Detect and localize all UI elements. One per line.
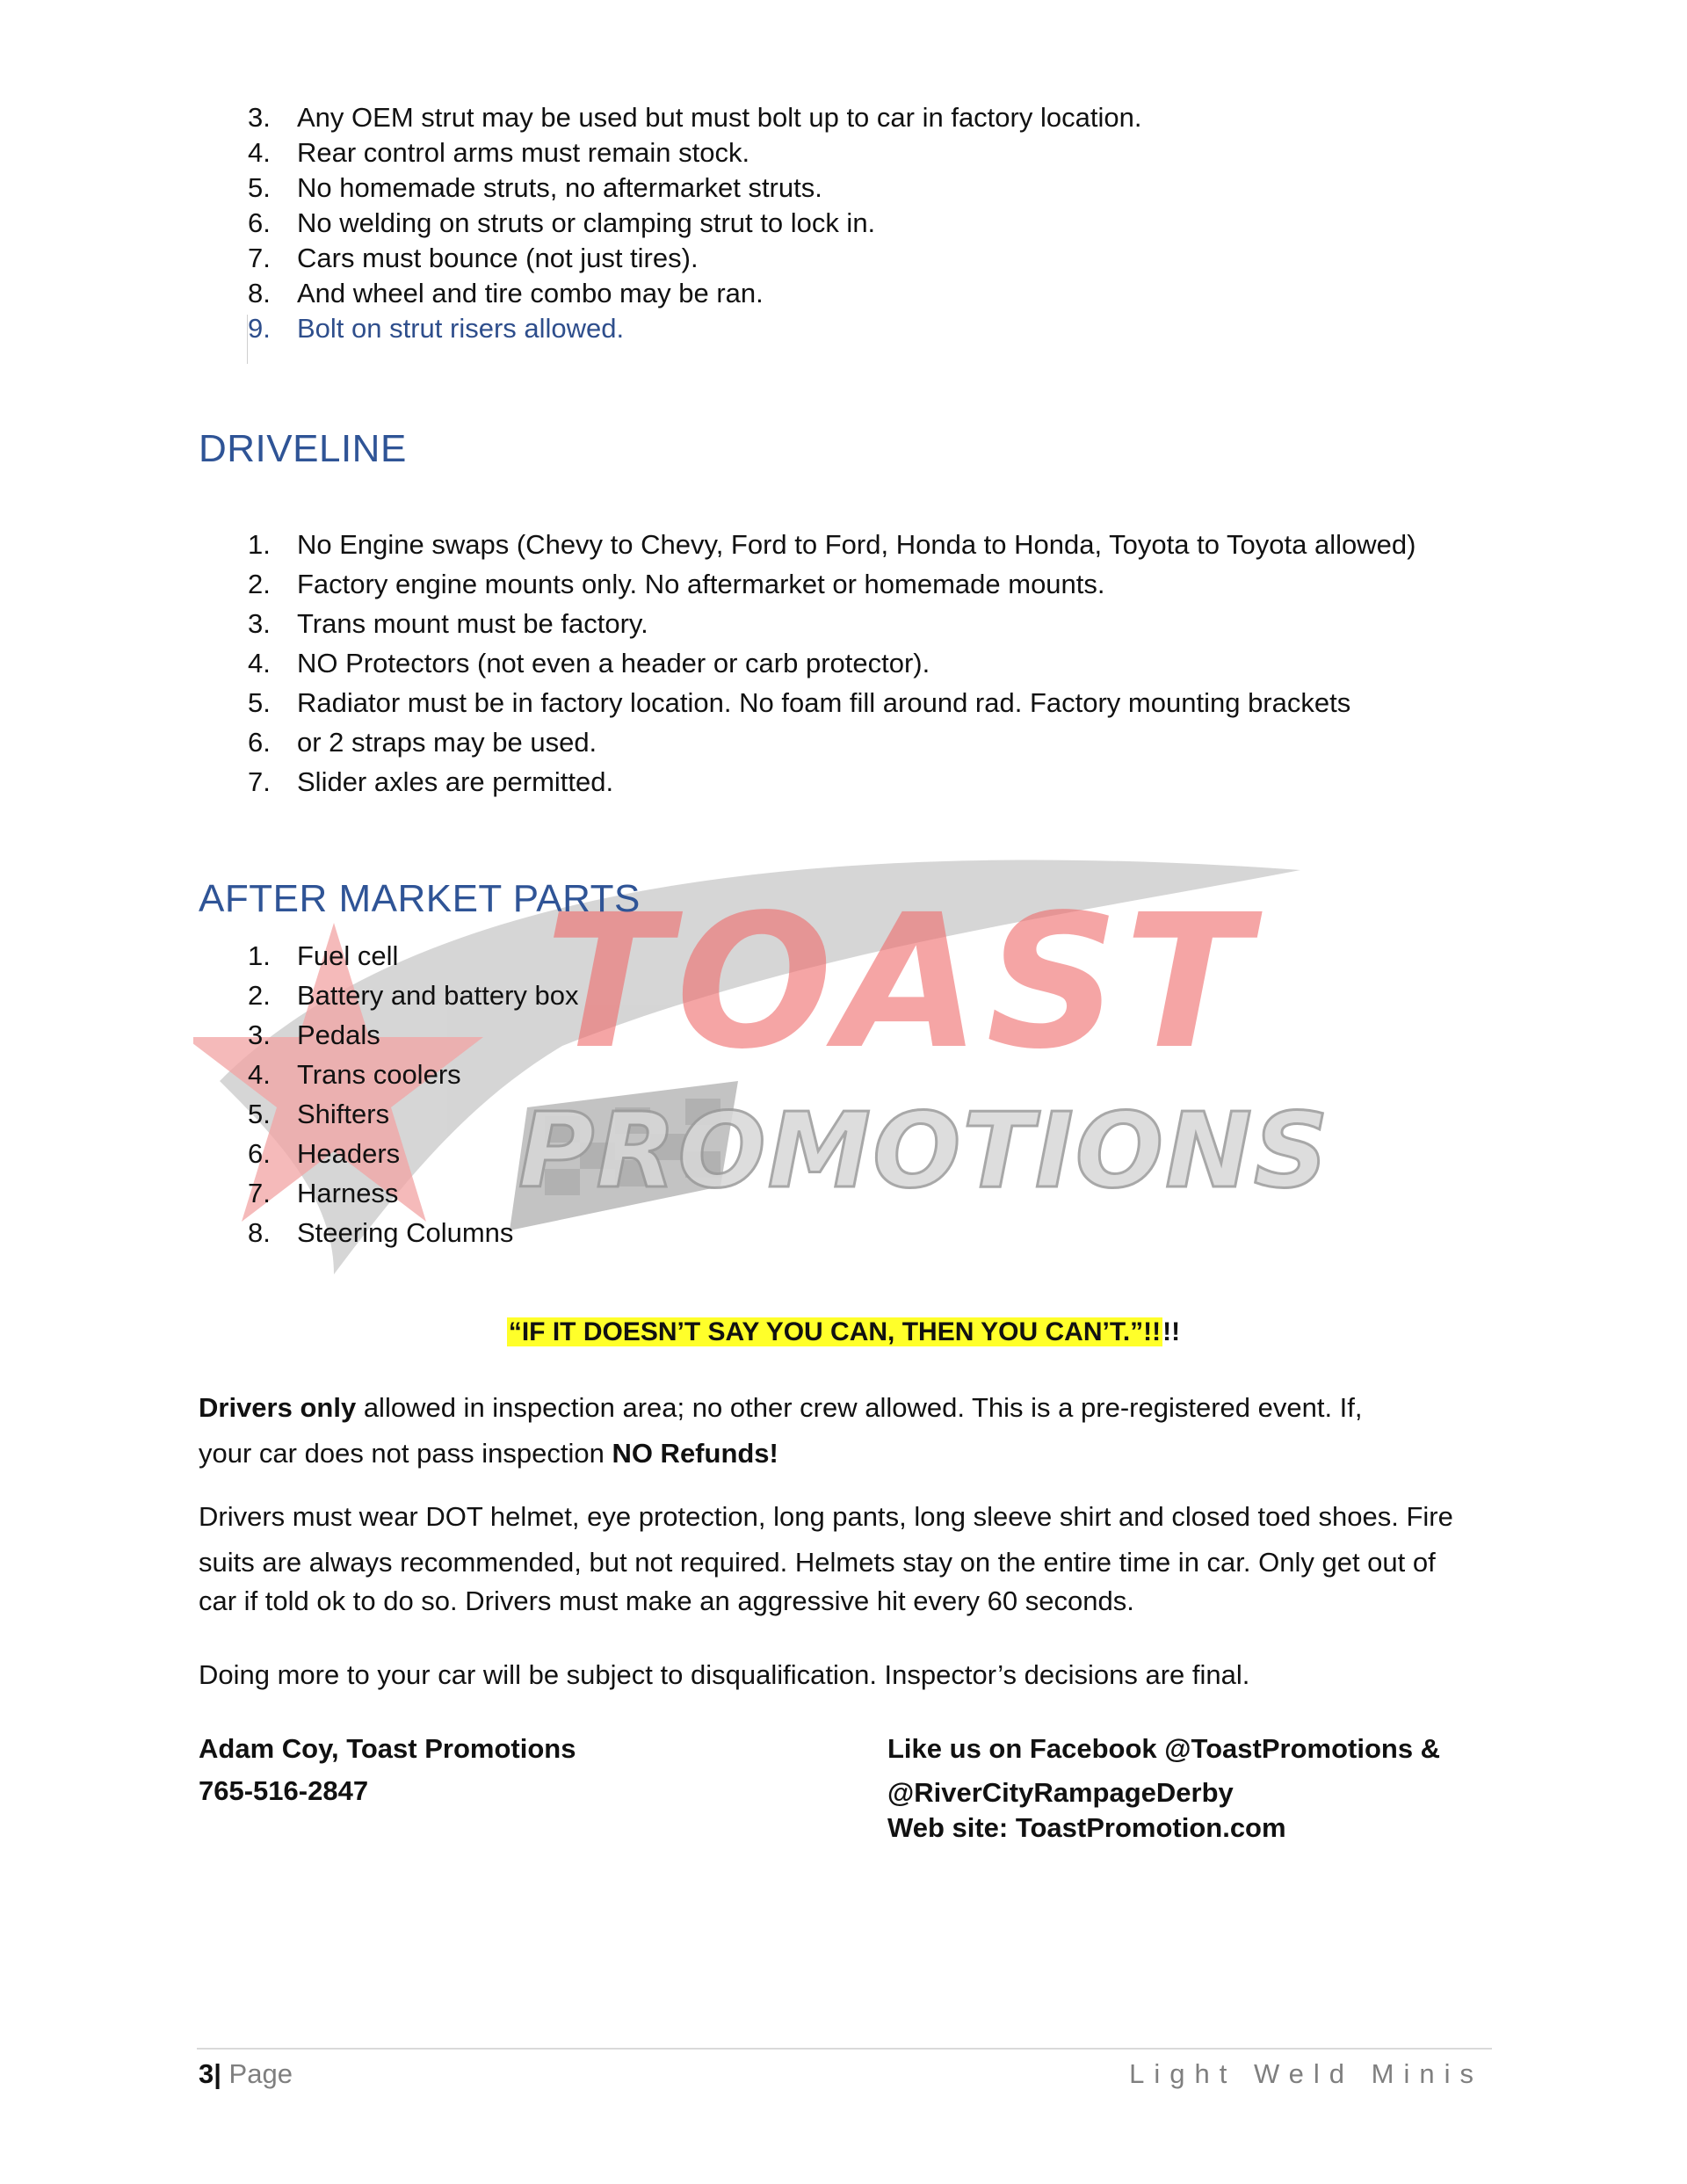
refund-paragraph bbox=[199, 1434, 1490, 1473]
drivers-only-bold: Drivers only bbox=[199, 1392, 357, 1423]
list-item: 4. NO Protectors (not even a header or carb protector). bbox=[248, 648, 930, 678]
list-item: 4. Trans coolers bbox=[248, 1059, 461, 1090]
paragraph-text: allowed in inspection area; no other crew allowed. This is a pre-registered event. If, bbox=[356, 1392, 1363, 1423]
facebook-handle-link[interactable]: @RiverCityRampageDerby bbox=[887, 1777, 1234, 1808]
list-item: 4. Rear control arms must remain stock. bbox=[248, 137, 750, 168]
list-item: 2. Battery and battery box bbox=[248, 980, 579, 1011]
list-item: 6. No welding on struts or clamping strut to lock in. bbox=[248, 207, 876, 238]
section-heading-driveline: DRIVELINE bbox=[199, 427, 407, 470]
footer-doc-title: Light Weld Minis bbox=[1129, 2058, 1483, 2089]
list-item: 9. Bolt on strut risers allowed. bbox=[248, 313, 625, 344]
footer-divider bbox=[197, 2048, 1492, 2050]
safety-paragraph bbox=[199, 1498, 1490, 1536]
contact-name: Adam Coy, Toast Promotions bbox=[199, 1733, 576, 1764]
contact-phone: 765-516-2847 bbox=[199, 1775, 369, 1806]
page-number: 3| bbox=[199, 2058, 221, 2089]
list-item: 1. No Engine swaps (Chevy to Chevy, Ford to Ford, Honda to Honda, Toyota to Toyota allowed) bbox=[248, 529, 1416, 560]
list-item: 7. Cars must bounce (not just tires). bbox=[248, 243, 699, 273]
section-heading-aftermarket: AFTER MARKET PARTS bbox=[199, 877, 641, 920]
list-item: 3. Trans mount must be factory. bbox=[248, 608, 648, 639]
rule-slogan bbox=[0, 1313, 1687, 1352]
footer-page-number bbox=[199, 2055, 293, 2093]
list-item: 6. Headers bbox=[248, 1138, 401, 1169]
paragraph-text: your car does not pass inspection bbox=[199, 1438, 612, 1469]
list-item: 6. or 2 straps may be used. bbox=[248, 727, 597, 758]
facebook-link[interactable]: Like us on Facebook @ToastPromotions & bbox=[887, 1733, 1441, 1764]
list-item: 8. And wheel and tire combo may be ran. bbox=[248, 278, 764, 308]
list-item: 5. Shifters bbox=[248, 1099, 390, 1129]
paragraph-line: Doing more to your car will be subject to disqualification. Inspector’s decisions are final. bbox=[199, 1659, 1250, 1690]
page-label: Page bbox=[221, 2058, 293, 2089]
list-item: 7. Harness bbox=[248, 1178, 399, 1208]
website-link[interactable]: Web site: ToastPromotion.com bbox=[887, 1812, 1286, 1843]
list-item: 2. Factory engine mounts only. No aftermarket or homemade mounts. bbox=[248, 569, 1105, 599]
paragraph-line: car if told ok to do so. Drivers must make an aggressive hit every 60 seconds. bbox=[199, 1585, 1134, 1616]
inspection-paragraph bbox=[199, 1389, 1490, 1427]
slogan-trailing: !! bbox=[1162, 1317, 1181, 1346]
list-item: 7. Slider axles are permitted. bbox=[248, 766, 614, 797]
paragraph-line: Drivers must wear DOT helmet, eye protection, long pants, long sleeve shirt and closed toed shoes. Fire bbox=[199, 1501, 1453, 1532]
list-item: 1. Fuel cell bbox=[248, 940, 399, 971]
list-item: 3. Any OEM strut may be used but must bolt up to car in factory location. bbox=[248, 102, 1142, 133]
no-refunds-bold: NO Refunds! bbox=[612, 1438, 778, 1469]
disqualification-paragraph bbox=[199, 1656, 1490, 1694]
list-item: 5. No homemade struts, no aftermarket struts. bbox=[248, 172, 822, 203]
watermark-subtitle: PROMOTIONS bbox=[518, 1090, 1330, 1211]
list-item: 5. Radiator must be in factory location. No foam fill around rad. Factory mounting brackets bbox=[248, 687, 1351, 718]
list-item: 3. Pedals bbox=[248, 1019, 380, 1050]
safety-paragraph-cont bbox=[199, 1543, 1490, 1621]
list-item: 8. Steering Columns bbox=[248, 1217, 514, 1248]
slogan-highlight: “IF IT DOESN’T SAY YOU CAN, THEN YOU CAN’T.”!! bbox=[508, 1317, 1162, 1346]
watermark-title: TOAST bbox=[545, 874, 1256, 1090]
paragraph-line: suits are always recommended, but not required. Helmets stay on the entire time in car. Only get out of bbox=[199, 1547, 1436, 1578]
